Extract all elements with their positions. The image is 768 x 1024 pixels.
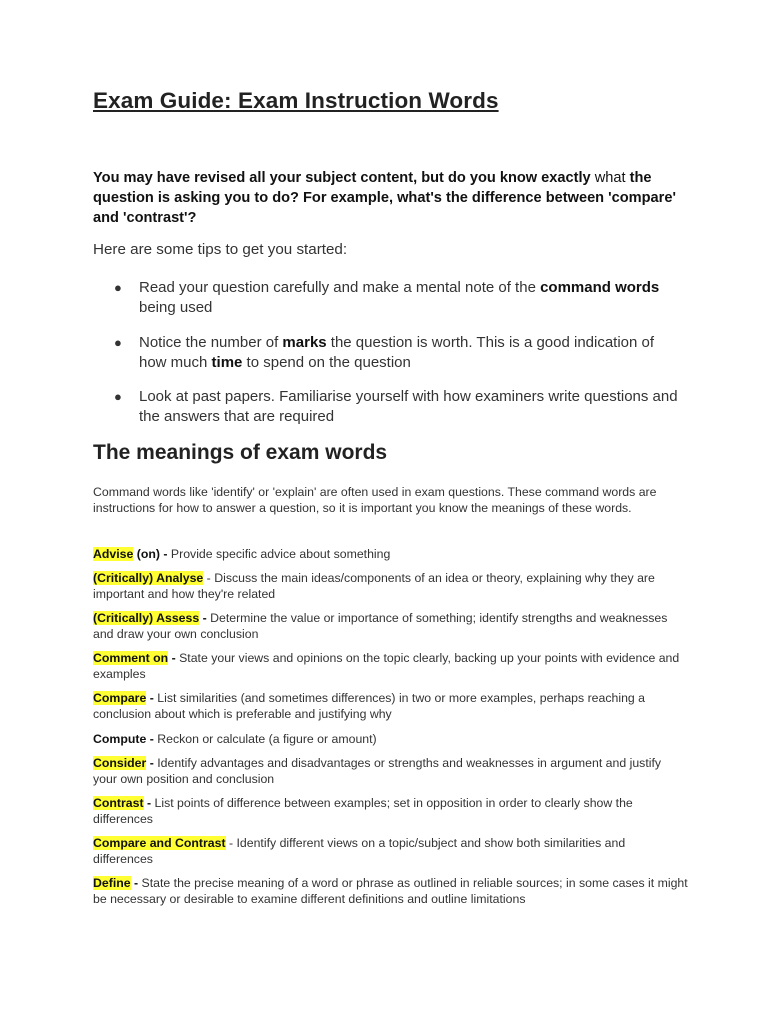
definition-text: Discuss the main ideas/components of an idea or theory, explaining why they are important and how they're related [93,571,655,601]
intro-paragraph [93,168,683,228]
definition-term: (Critically) Assess [93,611,200,625]
definition-term: Contrast [93,796,144,810]
definition-separator: - [199,611,211,625]
intro-part-3: the question is asking you to do? For example, what's the difference between 'compare' and 'contrast'? [93,170,676,226]
tip-item [93,278,683,317]
tip-text: the question is worth. This is a good indication of how much [139,334,655,371]
tip-item [93,333,683,372]
tip-bold: time [211,353,243,371]
definition-term: Define [93,876,131,890]
tips-list [93,278,683,426]
definition-separator: - [146,756,158,770]
bullet-icon: ● [114,335,122,350]
tip-bold: command words [540,279,660,296]
definition-item [93,876,688,907]
definition-item [93,571,688,602]
tip-text: being used [139,298,213,316]
definition-separator: - [203,571,215,585]
tip-item [93,387,683,426]
tip-text: Look at past papers. Familiarise yourself with how examiners write questions and the answers that are required [139,388,678,425]
definition-text: Identify advantages and disadvantages or strengths and weaknesses in argument and justify your own position and conclusion [93,756,662,786]
definition-term: Compare [93,691,147,705]
definition-text: Reckon or calculate (a figure or amount) [157,732,377,746]
bullet-icon: ● [114,389,122,404]
definition-separator: - [168,651,180,665]
definition-item [93,836,688,867]
section-lead: Command words like 'identify' or 'explain' are often used in exam questions. These command words are instructions for how to answer a question, so it is important you know the meanings of these words. [93,485,657,515]
tip-text: Notice the number of [139,334,283,351]
definition-term: Compute [93,732,147,746]
definition-term: Comment on [93,651,169,665]
definition-item [93,611,688,642]
definition-text: State your views and opinions on the topic clearly, backing up your points with evidence and examples [93,651,680,681]
definition-text: List similarities (and sometimes differences) in two or more examples, perhaps reaching a conclusion about which is preferable and justifying why [93,691,646,721]
definition-item [93,691,688,722]
definition-text: Provide specific advice about something [170,547,391,561]
definition-separator: - [159,547,171,561]
definition-item [93,651,688,682]
definition-item [93,756,688,787]
definition-text: Identify different views on a topic/subject and show both similarities and differences [93,836,626,866]
intro-part-2: what [594,170,626,186]
definition-item [93,796,688,827]
definition-term: (Critically) Analyse [93,571,204,585]
intro-part-1: You may have revised all your subject content, but do you know exactly [93,170,591,186]
definition-term: Consider [93,756,147,770]
definition-separator: - [130,876,142,890]
definition-separator: - [146,732,158,746]
definition-item [93,547,688,563]
definition-separator: - [146,691,158,705]
page-title: Exam Guide: Exam Instruction Words [93,88,499,113]
tip-bold: marks [282,334,327,351]
definition-term: Compare and Contrast [93,836,226,850]
tips-lead: Here are some tips to get you started: [93,241,348,258]
bullet-icon: ● [114,280,122,295]
definition-term: Advise [93,547,134,561]
definition-item [93,732,688,748]
definition-separator: - [225,836,237,850]
definition-term-extra: (on) [133,547,160,561]
definition-text: Determine the value or importance of something; identify strengths and weaknesses and draw your own conclusion [93,611,668,641]
section-title: The meanings of exam words [93,441,388,464]
tip-text: to spend on the question [242,353,411,371]
tip-text: Read your question carefully and make a mental note of the [139,279,541,296]
definition-text: List points of difference between examples; set in opposition in order to clearly show the differences [93,796,633,826]
definition-text: State the precise meaning of a word or phrase as outlined in reliable sources; in some cases it might be necessary or desirable to examine different definitions and outline limitations [93,876,688,906]
definition-separator: - [143,796,155,810]
